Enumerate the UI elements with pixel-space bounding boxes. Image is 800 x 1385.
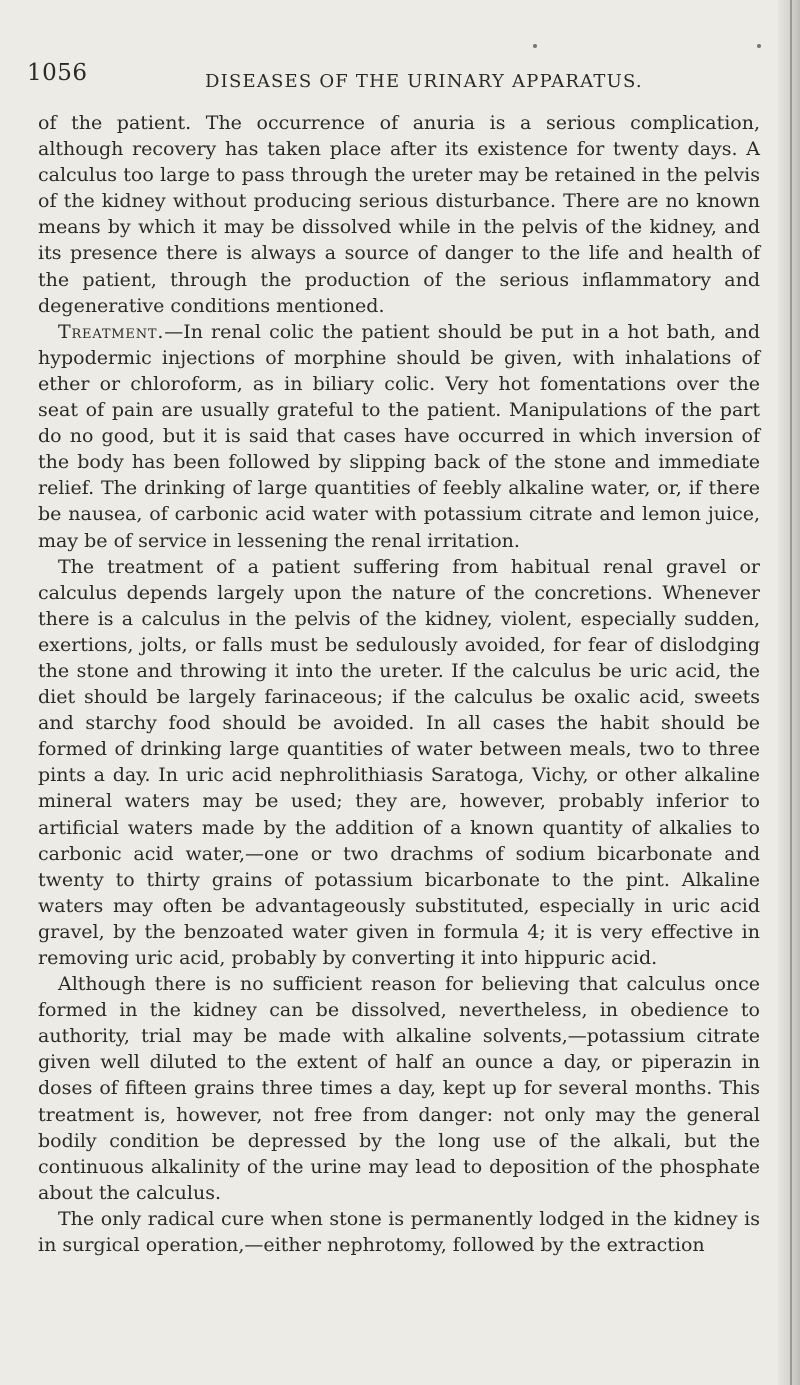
- section-lead-treatment: Treatment.: [58, 320, 165, 343]
- paragraph: [38, 554, 760, 972]
- page-header: [27, 60, 787, 94]
- paragraph-text: The treatment of a patient suffering from habitual renal gravel or calculus depends largely upon the nature of the concretions. Whenever there is a calculus in the pelvis of the kidney, violent, especially sudden, exertions, jolts, or falls must be sedulously avoided, for fear of dislodging the stone and throwing it into the ureter. If the calculus be uric acid, the diet should be largely farinaceous; if the calculus be oxalic acid, sweets and starchy food should be avoided. In all cases the habit should be formed of drinking large quantities of water between meals, two to three pints a day. In uric acid nephrolithiasis Saratoga, Vichy, or other alkaline mineral waters may be used; they are, however, probably inferior to artificial waters made by the addition of a known quantity of alkalies to carbonic acid water,—one or two drachms of sodium bicarbonate and twenty to thirty grains of potassium bicarbonate to the pint. Alkaline waters may often be advantageously substituted, especially in uric acid gravel, by the benzoated water given in formula 4; it is very effective in removing uric acid, probably by converting it into hippuric acid.: [38, 555, 760, 969]
- paragraph-treatment: [38, 319, 760, 554]
- paragraph: [38, 1206, 760, 1258]
- paragraph: [38, 971, 760, 1206]
- body-text: [38, 110, 760, 1258]
- page-number: 1056: [27, 60, 88, 86]
- paragraph-text: of the patient. The occurrence of anuria is a serious complication, although recovery has taken place after its existence for twenty days. A calculus too large to pass through the ureter may be retained in the pelvis of the kidney without producing serious disturbance. There are no known means by which it may be dissolved while in the pelvis of the kidney, and its presence there is always a source of danger to the life and health of the patient, through the production of the serious inflammatory and degenerative conditions mentioned.: [38, 112, 760, 317]
- paragraph-text: Although there is no sufficient reason for believing that calculus once formed in the kidney can be dissolved, nevertheless, in obedience to authority, trial may be made with alkaline solvents,—potassium citrate given well diluted to the extent of half an ounce a day, or piperazin in doses of fifteen grains three times a day, kept up for several months. This treatment is, however, not free from danger: not only may the general bodily condition be depressed by the long use of the alkali, but the continuous alkalinity of the urine may lead to deposition of the phosphate about the calculus.: [38, 973, 760, 1204]
- paragraph: [38, 110, 760, 319]
- paragraph-text: The only radical cure when stone is permanently lodged in the kidney is in surgical operation,—either nephrotomy, followed by the extraction: [38, 1207, 760, 1257]
- print-speck: [533, 44, 537, 48]
- running-title: DISEASES OF THE URINARY APPARATUS.: [205, 71, 643, 92]
- print-speck: [757, 44, 761, 48]
- page-edge-shadow: [778, 0, 800, 1385]
- paragraph-text: —In renal colic the patient should be put in a hot bath, and hypodermic injections of morphine should be given, with inhalations of ether or chloroform, as in biliary colic. Very hot fomentations over the seat of pain are usually grateful to the patient. Manipulations of the part do no good, but it is said that cases have occurred in which inversion of the body has been followed by slipping back of the stone and immediate relief. The drinking of large quantities of feebly alkaline water, or, if there be nausea, of carbonic acid water with potassium citrate and lemon juice, may be of service in lessening the renal irritation.: [38, 320, 760, 552]
